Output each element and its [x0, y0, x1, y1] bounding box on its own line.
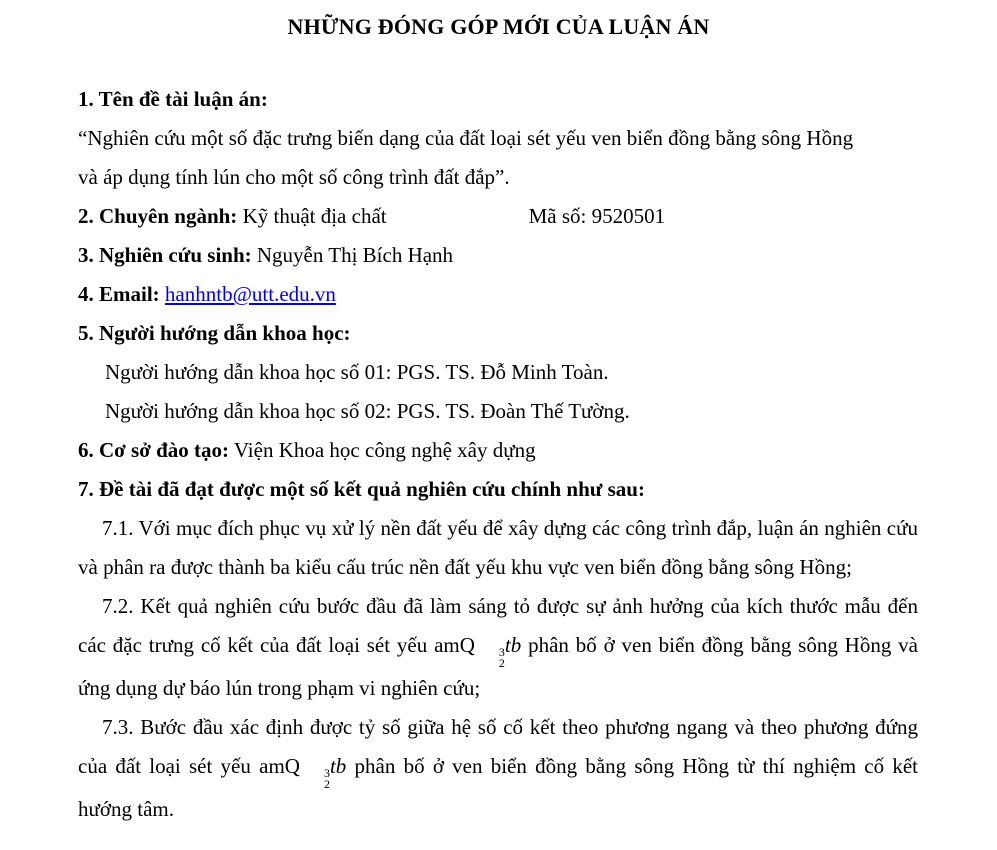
results-heading: 7. Đề tài đã đạt được một số kết quả nghiên cứu chính như sau: — [78, 477, 645, 501]
formula-sup: 3 — [323, 766, 330, 780]
major-row — [78, 197, 918, 236]
document-body — [78, 80, 918, 829]
researcher-row — [78, 236, 918, 275]
result-7-2 — [78, 587, 918, 708]
advisor-1: Người hướng dẫn khoa học số 01: PGS. TS. Đỗ Minh Toàn. — [105, 360, 609, 384]
formula-suffix: tb — [329, 754, 347, 778]
email-row — [78, 275, 918, 314]
institution-value: Viện Khoa học công nghệ xây dựng — [229, 438, 536, 462]
major-value: Kỹ thuật địa chất — [237, 204, 387, 228]
formula-indices — [300, 768, 330, 790]
result-7-2-text-a: 7.2. Kết quả nghiên cứu bước đầu đã làm sáng tỏ được sự ảnh hưởng của kích thước mẫu đến các đặc trưng cố kết của đất loại sét yếu — [78, 594, 918, 657]
page-title: NHỮNG ĐÓNG GÓP MỚI CỦA LUẬN ÁN — [287, 14, 710, 39]
result-7-1: 7.1. Với mục đích phục vụ xử lý nền đất yếu để xây dựng các công trình đắp, luận án nghiên cứu và phân ra được thành ba kiểu cấu trúc nền đất yếu khu vực ven biển đồng bằng sông Hồng; — [78, 516, 918, 579]
result-7-3 — [78, 708, 918, 829]
soil-formula — [434, 633, 522, 670]
institution-label: 6. Cơ sở đào tạo: — [78, 438, 230, 462]
formula-indices — [475, 647, 505, 669]
researcher-name: Nguyễn Thị Bích Hạnh — [251, 243, 454, 267]
thesis-title-heading: 1. Tên đề tài luận án: — [78, 87, 268, 111]
formula-base: amQ — [259, 754, 300, 778]
advisor-2: Người hướng dẫn khoa học số 02: PGS. TS. Đoàn Thế Tường. — [105, 399, 630, 423]
formula-sub: 2 — [498, 656, 505, 670]
email-link[interactable]: hanhntb@utt.edu.vn — [164, 282, 336, 306]
formula-suffix: tb — [504, 633, 522, 657]
result-7-2-text-b: phân bố ở ven biển đồng bằng sông Hồng và ứng dụng dự báo lún trong phạm vi nghiên cứu; — [78, 633, 918, 700]
thesis-title-line-1: “Nghiên cứu một số đặc trưng biến dạng của đất loại sét yếu ven biển đồng bằng sông Hồng — [78, 126, 854, 150]
formula-sub: 2 — [323, 777, 330, 791]
formula-base: amQ — [434, 633, 475, 657]
email-label: 4. Email: — [78, 282, 160, 306]
advisors-heading: 5. Người hướng dẫn khoa học: — [78, 321, 351, 345]
researcher-label: 3. Nghiên cứu sinh: — [78, 243, 252, 267]
result-7-3-text-b: phân bố ở ven biển đồng bằng sông Hồng từ thí nghiệm cố kết hướng tâm. — [78, 754, 919, 821]
soil-formula — [259, 754, 347, 791]
result-7-3-text-a: 7.3. Bước đầu xác định được tỷ số giữa hệ số cố kết theo phương ngang và theo phương đứng của đất loại sét yếu — [78, 715, 918, 778]
institution-row — [78, 431, 918, 470]
major-code: Mã số: 9520501 — [528, 204, 666, 228]
formula-sup: 3 — [498, 645, 505, 659]
major-label: 2. Chuyên ngành: — [78, 204, 238, 228]
thesis-title-line-2: và áp dụng tính lún cho một số công trình đất đắp”. — [78, 165, 510, 189]
